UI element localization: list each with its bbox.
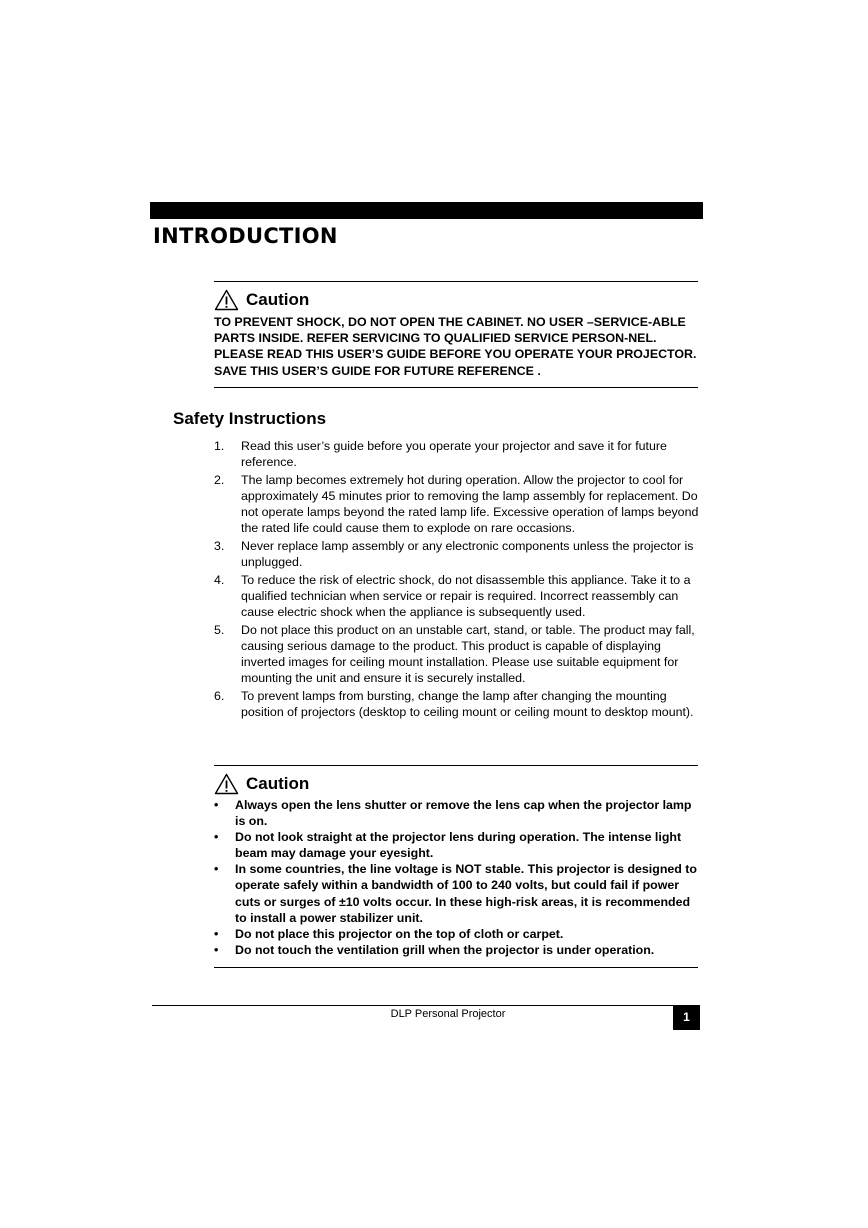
- caution-label: Caution: [246, 774, 310, 793]
- caution-item-text: Do not look straight at the projector lens during operation. The intense light beam may damage your eyesight.: [235, 830, 682, 861]
- list-item: [214, 438, 700, 470]
- item-text: Read this user’s guide before you operate your projector and save it for future reference.: [241, 439, 667, 470]
- item-number: 4.: [214, 572, 225, 587]
- caution-item-text: Do not place this projector on the top of cloth or carpet.: [235, 926, 564, 941]
- item-text: To reduce the risk of electric shock, do not disassemble this appliance. Take it to a qualified technician when service or repair is required. Incorrect reassembly can cause electric shock when the appliance is subsequently used.: [241, 572, 691, 620]
- item-text: To prevent lamps from bursting, change the lamp after changing the mounting position of projectors (desktop to ceiling mount or ceiling mount to desktop mount).: [241, 689, 694, 720]
- section-title: Safety Instructions: [173, 409, 327, 428]
- caution-heading: [214, 771, 309, 797]
- list-item: [214, 572, 700, 621]
- footer-rule: [152, 1005, 700, 1006]
- list-item: [214, 688, 700, 720]
- caution-list-item: [214, 861, 698, 925]
- item-text: The lamp becomes extremely hot during operation. Allow the projector to cool for approximately 45 minutes prior to removing the lamp assembly for replacement. Do not operate lamps beyond the rated lamp life. Excessive operation of lamps beyond the rated life could cause them to explode on rare occasions.: [241, 472, 699, 536]
- safety-instructions-list: [214, 438, 700, 722]
- bullet: •: [214, 862, 219, 877]
- list-item: [214, 472, 700, 537]
- chapter-title: INTRODUCTION: [153, 224, 338, 248]
- caution-label: Caution: [246, 290, 310, 309]
- caution-list-item: [214, 926, 698, 942]
- caution-item-text: Do not touch the ventilation grill when the projector is under operation.: [235, 942, 655, 957]
- bullet: •: [214, 798, 219, 812]
- item-text: Never replace lamp assembly or any electronic components unless the projector is unplugged.: [241, 539, 694, 570]
- page-number: 1: [673, 1006, 700, 1030]
- item-number: 5.: [214, 622, 225, 637]
- item-number: 1.: [214, 439, 225, 453]
- header-bar: [150, 202, 703, 219]
- caution-list-item: [214, 797, 698, 829]
- caution-heading: [214, 287, 309, 313]
- item-number: 2.: [214, 472, 225, 487]
- footer-product-name: DLP Personal Projector: [390, 1008, 506, 1020]
- caution-box-top: [214, 281, 698, 388]
- bullet: •: [214, 942, 219, 957]
- item-text: Do not place this product on an unstable cart, stand, or table. The product may fall, causing serious damage to the product. This product is capable of displaying inverted images for ceiling mount installation. Please use suitable equipment for mounting the unit and ensure it is securely installed.: [241, 622, 695, 686]
- caution-box-bottom: [214, 765, 698, 968]
- bullet: •: [214, 926, 219, 941]
- warning-triangle-icon: [214, 289, 239, 311]
- caution-list: [214, 797, 698, 958]
- caution-item-text: In some countries, the line voltage is NOT stable. This projector is designed to operate safely within a bandwidth of 100 to 240 volts, but could fail if power cuts or surges of ±10 volts occur. In these high-risk areas, it is recommended to install a power stabilizer unit.: [235, 862, 697, 925]
- list-item: [214, 622, 700, 687]
- item-number: 3.: [214, 539, 225, 553]
- caution-list-item: [214, 942, 698, 958]
- caution-text: TO PREVENT SHOCK, DO NOT OPEN THE CABINET. NO USER –SERVICE-ABLE PARTS INSIDE. REFER SERVICING TO QUALIFIED SERVICE PERSON-NEL. PLEASE READ THIS USER’S GUIDE BEFORE YOU OPERATE YOUR PROJECTOR. SAVE THIS USER’S GUIDE FOR FUTURE REFERENCE .: [214, 315, 697, 378]
- caution-item-text: Always open the lens shutter or remove the lens cap when the projector lamp is on.: [235, 798, 692, 829]
- bullet: •: [214, 830, 219, 845]
- caution-list-item: [214, 829, 698, 861]
- warning-triangle-icon: [214, 773, 239, 795]
- list-item: [214, 538, 700, 570]
- item-number: 6.: [214, 689, 225, 703]
